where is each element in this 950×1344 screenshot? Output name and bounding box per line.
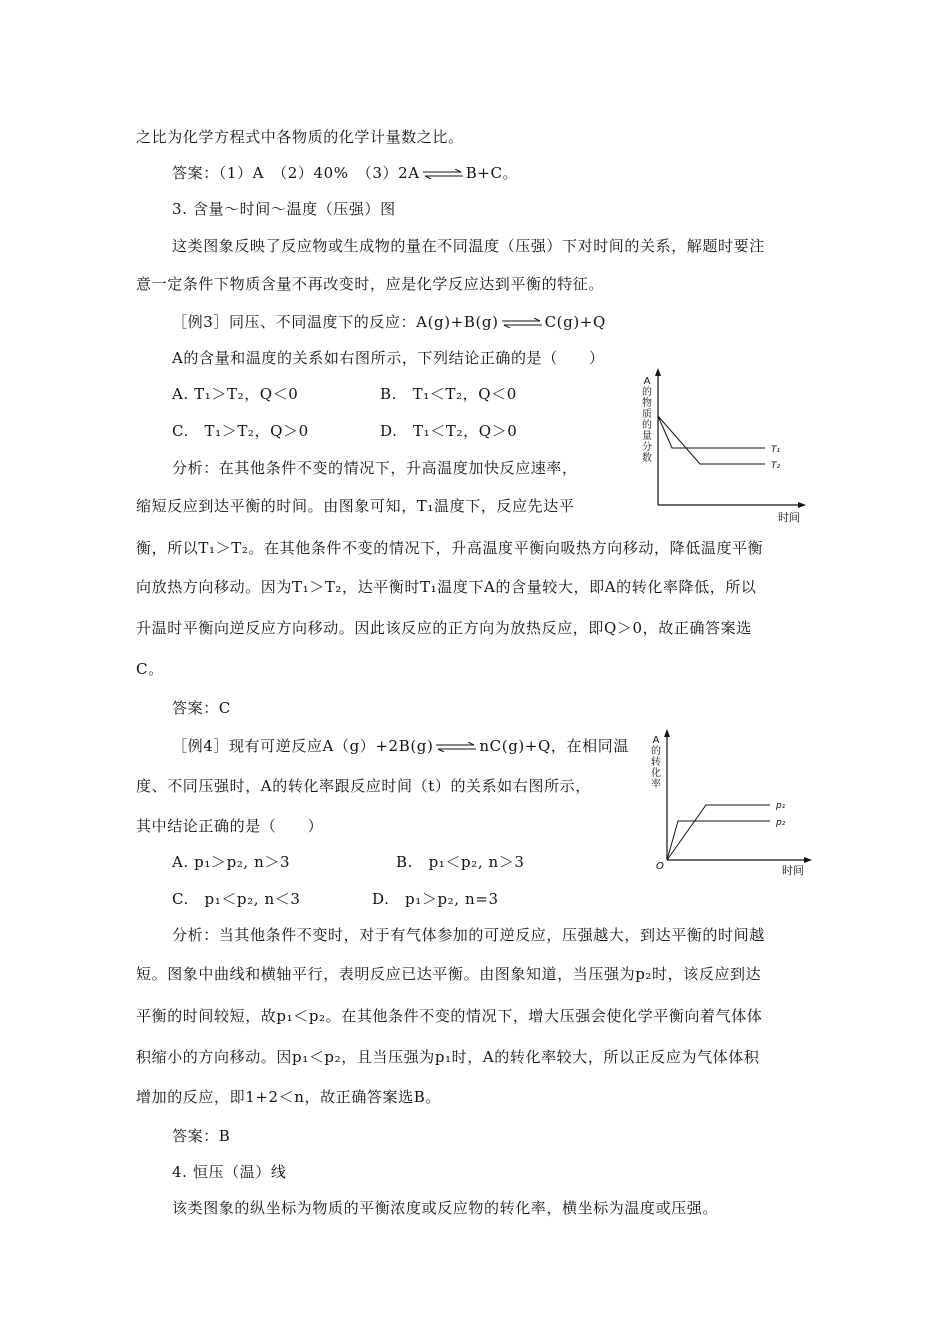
figure-2-x-arrow-icon: [804, 857, 812, 863]
figure-2-curve-p1: [667, 805, 770, 860]
analysis-3-line-5: 升温时平衡向逆反应方向移动。因此该反应的正方向为放热反应，即Q＞0，故正确答案选: [136, 619, 752, 637]
text-line-5: 意一定条件下物质含量不再改变时，应是化学反应达到平衡的特征。: [136, 275, 605, 293]
section-heading-3: 3. 含量～时间～温度（压强）图: [172, 200, 396, 218]
option-a: A. p₁＞p₂, n＞3: [172, 853, 291, 871]
example-3-title: [172, 312, 606, 332]
figure-2-label-p2: p₂: [776, 818, 786, 828]
analysis-4-line-3: 平衡的时间较短，故p₁＜p₂。在其他条件不变的情况下，增大压强会使化学平衡向着气体体: [136, 1007, 763, 1025]
figure-1-curve-t1: [658, 416, 765, 448]
analysis-3-line-1: 分析：在其他条件不变的情况下，升高温度加快反应速率，: [172, 459, 578, 477]
svg-text:A的物质的量分数: A 的物质的量分数: [642, 376, 652, 464]
option-c: C. p₁＜p₂, n＜3: [172, 890, 301, 908]
reversible-arrow-icon: [436, 742, 476, 752]
analysis-3-line-3: 衡，所以T₁＞T₂。在其他条件不变的情况下，升高温度平衡向吸热方向移动，降低温度平衡: [136, 539, 764, 557]
example-4-reaction: ［例4］现有可逆反应A（g）+2B(g): [172, 737, 434, 755]
figure-2-curve-p2: [667, 821, 770, 860]
figure-1-label-t1: T₁: [771, 445, 781, 455]
answer-4: 答案：B: [172, 1127, 231, 1145]
figure-2-graph: [648, 727, 818, 879]
text-line-1: 之比为化学方程式中各物质的化学计量数之比。: [136, 128, 464, 146]
section-heading-4: 4. 恒压（温）线: [172, 1163, 287, 1181]
option-b: B. T₁＜T₂，Q＜0: [380, 385, 517, 403]
example-3-options-ab: [172, 384, 592, 404]
example-3-products: C(g)+Q: [544, 313, 606, 331]
example-3-options-cd: [172, 421, 592, 441]
answer-1-text: 答案：（1）A （2）40% （3）2A: [172, 164, 420, 182]
option-d: D. T₁＜T₂，Q＞0: [380, 422, 518, 440]
text-line-4: 这类图象反映了反应物或生成物的量在不同温度（压强）下对时间的关系，解题时要注: [172, 237, 765, 255]
analysis-3-line-4: 向放热方向移动。因为T₁＞T₂，达平衡时T₁温度下A的含量较大，即A的转化率降低，所以: [136, 578, 757, 596]
text-line-29: 该类图象的纵坐标为物质的平衡浓度或反应物的转化率，横坐标为温度或压强。: [172, 1199, 719, 1217]
example-4-line-2: 度、不同压强时，A的转化率跟反应时间（t）的关系如右图所示，: [136, 777, 591, 795]
example-3-question: A的含量和温度的关系如右图所示，下列结论正确的是（ ）: [172, 349, 605, 367]
option-d: D. p₁＞p₂, n=3: [372, 890, 499, 908]
figure-2-y-arrow-icon: [664, 729, 670, 737]
figure-1-y-arrow-icon: [655, 368, 661, 376]
figure-1-label-t2: T₂: [771, 461, 781, 471]
example-4-products: nC(g)+Q，在相同温: [479, 737, 629, 755]
figure-1-graph: [630, 368, 810, 528]
option-b: B. p₁＜p₂, n＞3: [396, 853, 525, 871]
figure-2-x-label: 时间: [782, 864, 804, 877]
analysis-4-line-5: 增加的反应，即1+2＜n，故正确答案选B。: [136, 1088, 441, 1106]
analysis-4-line-1: 分析：当其他条件不变时，对于有气体参加的可逆反应，压强越大，到达平衡的时间越: [172, 926, 765, 944]
answer-line-1: [172, 163, 518, 183]
analysis-4-line-4: 积缩小的方向移动。因p₁＜p₂，且当压强为p₁时，A的转化率较大，所以正反应为气体体积: [136, 1048, 760, 1066]
reversible-arrow-icon: [423, 169, 463, 179]
example-4-line-3: 其中结论正确的是（ ）: [136, 817, 324, 835]
analysis-3-line-2: 缩短反应到达平衡的时间。由图象可知，T₁温度下，反应先达平: [136, 497, 575, 515]
svg-text:A的转化率: A 的转化率: [651, 735, 661, 790]
analysis-4-line-2: 短。图象中曲线和横轴平行，表明反应已达平衡。由图象知道，当压强为p₂时，该反应到达: [136, 965, 762, 983]
answer-3: 答案：C: [172, 699, 231, 717]
figure-2-origin-label: O: [656, 861, 664, 872]
figure-1-curve-t2: [658, 416, 765, 464]
analysis-3-line-6: C。: [136, 660, 164, 678]
figure-1-y-label: [642, 376, 652, 464]
example-4-title: [172, 736, 629, 756]
answer-1-products: B+C。: [465, 164, 519, 182]
option-a: A. T₁＞T₂，Q＜0: [172, 385, 299, 403]
option-c: C. T₁＞T₂，Q＞0: [172, 422, 309, 440]
figure-1-x-arrow-icon: [798, 502, 806, 508]
figure-2-y-label: [651, 735, 661, 790]
example-4-options-ab: [172, 852, 592, 872]
example-3-reaction: ［例3］同压、不同温度下的反应：A(g)+B(g): [172, 313, 499, 331]
reversible-arrow-icon: [502, 318, 542, 328]
figure-2-label-p1: p₁: [776, 801, 786, 811]
example-4-options-cd: [172, 889, 592, 909]
figure-1-x-label: 时间: [778, 511, 800, 524]
